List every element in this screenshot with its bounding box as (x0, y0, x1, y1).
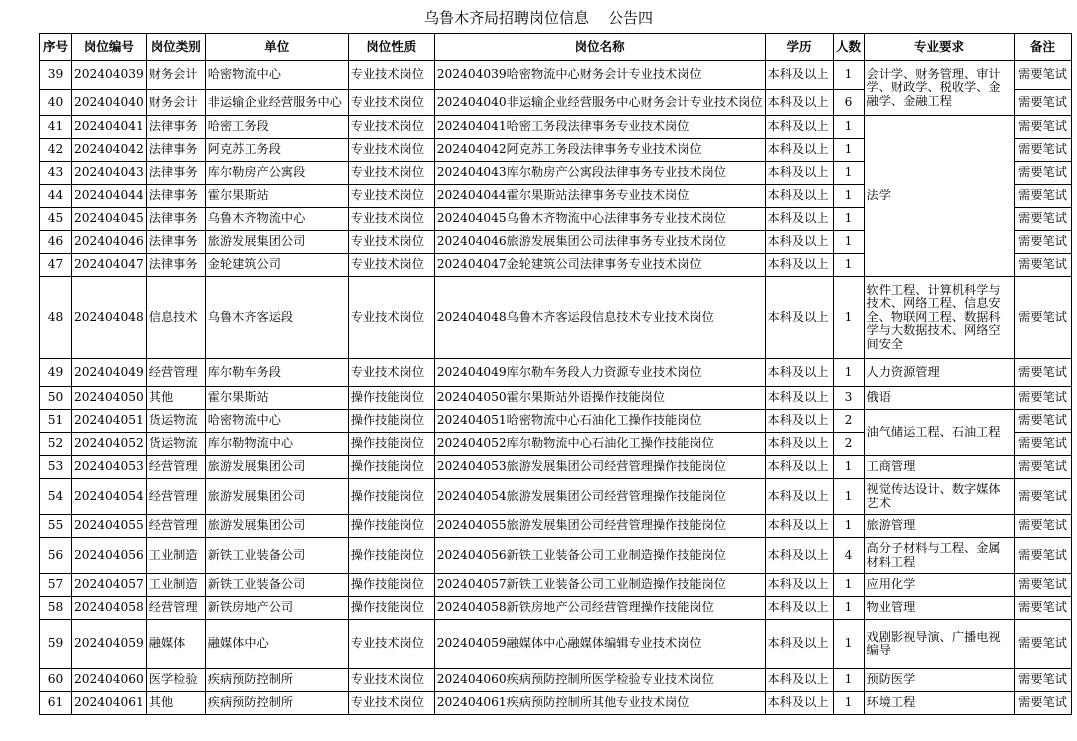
cell-major: 油气储运工程、石油工程 (864, 410, 1014, 456)
cell-unit: 融媒体中心 (205, 620, 348, 669)
cell-unit: 霍尔果斯站 (205, 387, 348, 410)
header-major: 专业要求 (864, 34, 1014, 61)
cell-position-name: 202404040非运输企业经营服务中心财务会计专业技术岗位 (434, 90, 765, 116)
cell-nature: 专业技术岗位 (348, 231, 434, 254)
cell-note: 需要笔试 (1014, 410, 1071, 433)
cell-no: 44 (40, 185, 72, 208)
cell-education: 本科及以上 (765, 61, 833, 90)
cell-no: 39 (40, 61, 72, 90)
cell-count: 1 (833, 359, 864, 387)
cell-category: 财务会计 (146, 61, 205, 90)
cell-unit: 金轮建筑公司 (205, 254, 348, 277)
cell-position-name: 202404056新铁工业装备公司工业制造操作技能岗位 (434, 538, 765, 574)
cell-no: 45 (40, 208, 72, 231)
cell-unit: 疾病预防控制所 (205, 692, 348, 715)
cell-education: 本科及以上 (765, 574, 833, 597)
cell-count: 1 (833, 61, 864, 90)
cell-note: 需要笔试 (1014, 277, 1071, 359)
cell-no: 47 (40, 254, 72, 277)
cell-major: 视觉传达设计、数字媒体艺术 (864, 479, 1014, 515)
cell-category: 法律事务 (146, 162, 205, 185)
cell-unit: 旅游发展集团公司 (205, 456, 348, 479)
cell-count: 1 (833, 515, 864, 538)
cell-education: 本科及以上 (765, 620, 833, 669)
cell-note: 需要笔试 (1014, 116, 1071, 139)
cell-no: 41 (40, 116, 72, 139)
cell-count: 1 (833, 116, 864, 139)
cell-no: 54 (40, 479, 72, 515)
cell-education: 本科及以上 (765, 597, 833, 620)
cell-unit: 库尔勒房产公寓段 (205, 162, 348, 185)
header-note: 备注 (1014, 34, 1071, 61)
header-nature: 岗位性质 (348, 34, 434, 61)
cell-no: 52 (40, 433, 72, 456)
cell-no: 61 (40, 692, 72, 715)
cell-position-name: 202404054旅游发展集团公司经营管理操作技能岗位 (434, 479, 765, 515)
header-education: 学历 (765, 34, 833, 61)
cell-unit: 旅游发展集团公司 (205, 479, 348, 515)
cell-count: 2 (833, 433, 864, 456)
cell-count: 3 (833, 387, 864, 410)
header-category: 岗位类别 (146, 34, 205, 61)
cell-education: 本科及以上 (765, 162, 833, 185)
cell-position-name: 202404046旅游发展集团公司法律事务专业技术岗位 (434, 231, 765, 254)
cell-code: 202404045 (72, 208, 147, 231)
cell-nature: 专业技术岗位 (348, 620, 434, 669)
cell-major: 法学 (864, 116, 1014, 277)
cell-count: 1 (833, 185, 864, 208)
cell-note: 需要笔试 (1014, 61, 1071, 90)
cell-nature: 专业技术岗位 (348, 277, 434, 359)
cell-no: 51 (40, 410, 72, 433)
cell-count: 1 (833, 597, 864, 620)
cell-category: 经营管理 (146, 597, 205, 620)
cell-category: 货运物流 (146, 410, 205, 433)
cell-education: 本科及以上 (765, 387, 833, 410)
cell-position-name: 202404049库尔勒车务段人力资源专业技术岗位 (434, 359, 765, 387)
cell-education: 本科及以上 (765, 185, 833, 208)
cell-nature: 专业技术岗位 (348, 61, 434, 90)
cell-nature: 专业技术岗位 (348, 162, 434, 185)
table-row (40, 669, 1072, 692)
cell-note: 需要笔试 (1014, 669, 1071, 692)
cell-code: 202404060 (72, 669, 147, 692)
cell-code: 202404051 (72, 410, 147, 433)
cell-no: 53 (40, 456, 72, 479)
cell-code: 202404058 (72, 597, 147, 620)
cell-count: 1 (833, 231, 864, 254)
cell-category: 医学检验 (146, 669, 205, 692)
cell-count: 1 (833, 162, 864, 185)
cell-position-name: 202404061疾病预防控制所其他专业技术岗位 (434, 692, 765, 715)
cell-major: 应用化学 (864, 574, 1014, 597)
cell-code: 202404054 (72, 479, 147, 515)
cell-education: 本科及以上 (765, 208, 833, 231)
cell-position-name: 202404059融媒体中心融媒体编辑专业技术岗位 (434, 620, 765, 669)
cell-category: 工业制造 (146, 538, 205, 574)
cell-nature: 专业技术岗位 (348, 116, 434, 139)
cell-nature: 专业技术岗位 (348, 139, 434, 162)
table-row (40, 620, 1072, 669)
cell-nature: 专业技术岗位 (348, 90, 434, 116)
cell-position-name: 202404041哈密工务段法律事务专业技术岗位 (434, 116, 765, 139)
table-row (40, 515, 1072, 538)
cell-note: 需要笔试 (1014, 620, 1071, 669)
cell-unit: 旅游发展集团公司 (205, 231, 348, 254)
cell-code: 202404059 (72, 620, 147, 669)
cell-code: 202404049 (72, 359, 147, 387)
cell-position-name: 202404053旅游发展集团公司经营管理操作技能岗位 (434, 456, 765, 479)
cell-count: 1 (833, 139, 864, 162)
cell-code: 202404050 (72, 387, 147, 410)
header-row (40, 34, 1072, 61)
cell-nature: 操作技能岗位 (348, 538, 434, 574)
table-row (40, 456, 1072, 479)
cell-count: 6 (833, 90, 864, 116)
cell-nature: 专业技术岗位 (348, 208, 434, 231)
cell-no: 58 (40, 597, 72, 620)
cell-no: 55 (40, 515, 72, 538)
cell-code: 202404041 (72, 116, 147, 139)
cell-category: 法律事务 (146, 185, 205, 208)
cell-position-name: 202404044霍尔果斯站法律事务专业技术岗位 (434, 185, 765, 208)
cell-category: 其他 (146, 387, 205, 410)
cell-category: 货运物流 (146, 433, 205, 456)
cell-count: 1 (833, 277, 864, 359)
cell-category: 法律事务 (146, 139, 205, 162)
cell-position-name: 202404060疾病预防控制所医学检验专业技术岗位 (434, 669, 765, 692)
cell-major: 物业管理 (864, 597, 1014, 620)
cell-position-name: 202404051哈密物流中心石油化工操作技能岗位 (434, 410, 765, 433)
cell-no: 59 (40, 620, 72, 669)
cell-nature: 操作技能岗位 (348, 515, 434, 538)
cell-count: 1 (833, 669, 864, 692)
cell-category: 信息技术 (146, 277, 205, 359)
cell-nature: 专业技术岗位 (348, 185, 434, 208)
cell-major: 俄语 (864, 387, 1014, 410)
cell-unit: 乌鲁木齐客运段 (205, 277, 348, 359)
cell-unit: 新铁工业装备公司 (205, 538, 348, 574)
cell-no: 50 (40, 387, 72, 410)
cell-nature: 专业技术岗位 (348, 359, 434, 387)
cell-unit: 新铁工业装备公司 (205, 574, 348, 597)
cell-position-name: 202404058新铁房地产公司经营管理操作技能岗位 (434, 597, 765, 620)
cell-count: 1 (833, 208, 864, 231)
cell-major: 预防医学 (864, 669, 1014, 692)
cell-category: 法律事务 (146, 208, 205, 231)
cell-category: 法律事务 (146, 116, 205, 139)
table-row (40, 597, 1072, 620)
cell-category: 经营管理 (146, 359, 205, 387)
cell-no: 48 (40, 277, 72, 359)
cell-position-name: 202404047金轮建筑公司法律事务专业技术岗位 (434, 254, 765, 277)
table-row (40, 387, 1072, 410)
cell-unit: 乌鲁木齐物流中心 (205, 208, 348, 231)
cell-education: 本科及以上 (765, 231, 833, 254)
table-row (40, 277, 1072, 359)
cell-code: 202404044 (72, 185, 147, 208)
cell-category: 经营管理 (146, 479, 205, 515)
cell-count: 2 (833, 410, 864, 433)
cell-count: 1 (833, 479, 864, 515)
cell-category: 法律事务 (146, 254, 205, 277)
cell-nature: 操作技能岗位 (348, 574, 434, 597)
cell-nature: 操作技能岗位 (348, 597, 434, 620)
cell-position-name: 202404043库尔勒房产公寓段法律事务专业技术岗位 (434, 162, 765, 185)
cell-nature: 专业技术岗位 (348, 254, 434, 277)
cell-category: 经营管理 (146, 515, 205, 538)
cell-unit: 库尔勒车务段 (205, 359, 348, 387)
cell-note: 需要笔试 (1014, 359, 1071, 387)
cell-education: 本科及以上 (765, 456, 833, 479)
cell-nature: 专业技术岗位 (348, 669, 434, 692)
cell-code: 202404061 (72, 692, 147, 715)
cell-unit: 库尔勒物流中心 (205, 433, 348, 456)
cell-education: 本科及以上 (765, 669, 833, 692)
cell-code: 202404039 (72, 61, 147, 90)
cell-education: 本科及以上 (765, 254, 833, 277)
cell-nature: 操作技能岗位 (348, 410, 434, 433)
cell-education: 本科及以上 (765, 90, 833, 116)
cell-major: 软件工程、计算机科学与技术、网络工程、信息安全、物联网工程、数据科学与大数据技术、网络空间安全 (864, 277, 1014, 359)
cell-no: 46 (40, 231, 72, 254)
header-no: 序号 (40, 34, 72, 61)
cell-count: 1 (833, 254, 864, 277)
cell-major: 环境工程 (864, 692, 1014, 715)
table-row (40, 692, 1072, 715)
cell-code: 202404043 (72, 162, 147, 185)
cell-unit: 旅游发展集团公司 (205, 515, 348, 538)
cell-nature: 操作技能岗位 (348, 433, 434, 456)
cell-education: 本科及以上 (765, 116, 833, 139)
cell-education: 本科及以上 (765, 277, 833, 359)
cell-education: 本科及以上 (765, 359, 833, 387)
table-row (40, 538, 1072, 574)
cell-no: 40 (40, 90, 72, 116)
cell-nature: 专业技术岗位 (348, 692, 434, 715)
table-row (40, 61, 1072, 90)
cell-count: 1 (833, 456, 864, 479)
table-row (40, 574, 1072, 597)
cell-position-name: 202404050霍尔果斯站外语操作技能岗位 (434, 387, 765, 410)
cell-education: 本科及以上 (765, 479, 833, 515)
cell-note: 需要笔试 (1014, 387, 1071, 410)
cell-code: 202404040 (72, 90, 147, 116)
header-code: 岗位编号 (72, 34, 147, 61)
cell-education: 本科及以上 (765, 410, 833, 433)
cell-position-name: 202404042阿克苏工务段法律事务专业技术岗位 (434, 139, 765, 162)
cell-major: 旅游管理 (864, 515, 1014, 538)
cell-count: 1 (833, 692, 864, 715)
table-row (40, 410, 1072, 433)
cell-note: 需要笔试 (1014, 139, 1071, 162)
cell-note: 需要笔试 (1014, 185, 1071, 208)
cell-note: 需要笔试 (1014, 538, 1071, 574)
cell-nature: 操作技能岗位 (348, 456, 434, 479)
cell-code: 202404056 (72, 538, 147, 574)
header-unit: 单位 (205, 34, 348, 61)
cell-note: 需要笔试 (1014, 515, 1071, 538)
cell-unit: 新铁房地产公司 (205, 597, 348, 620)
cell-code: 202404052 (72, 433, 147, 456)
cell-note: 需要笔试 (1014, 433, 1071, 456)
cell-category: 财务会计 (146, 90, 205, 116)
header-position-name: 岗位名称 (434, 34, 765, 61)
cell-code: 202404053 (72, 456, 147, 479)
cell-position-name: 202404052库尔勒物流中心石油化工操作技能岗位 (434, 433, 765, 456)
cell-no: 42 (40, 139, 72, 162)
cell-note: 需要笔试 (1014, 574, 1071, 597)
cell-note: 需要笔试 (1014, 692, 1071, 715)
cell-position-name: 202404045乌鲁木齐物流中心法律事务专业技术岗位 (434, 208, 765, 231)
cell-code: 202404055 (72, 515, 147, 538)
cell-note: 需要笔试 (1014, 597, 1071, 620)
cell-unit: 哈密工务段 (205, 116, 348, 139)
header-count: 人数 (833, 34, 864, 61)
cell-note: 需要笔试 (1014, 479, 1071, 515)
cell-no: 60 (40, 669, 72, 692)
cell-category: 经营管理 (146, 456, 205, 479)
cell-category: 法律事务 (146, 231, 205, 254)
cell-note: 需要笔试 (1014, 456, 1071, 479)
cell-no: 56 (40, 538, 72, 574)
cell-nature: 操作技能岗位 (348, 479, 434, 515)
cell-position-name: 202404048乌鲁木齐客运段信息技术专业技术岗位 (434, 277, 765, 359)
cell-position-name: 202404057新铁工业装备公司工业制造操作技能岗位 (434, 574, 765, 597)
cell-code: 202404042 (72, 139, 147, 162)
cell-count: 4 (833, 538, 864, 574)
cell-unit: 霍尔果斯站 (205, 185, 348, 208)
cell-note: 需要笔试 (1014, 208, 1071, 231)
cell-major: 戏剧影视导演、广播电视编导 (864, 620, 1014, 669)
cell-note: 需要笔试 (1014, 90, 1071, 116)
cell-note: 需要笔试 (1014, 162, 1071, 185)
cell-unit: 哈密物流中心 (205, 410, 348, 433)
cell-code: 202404047 (72, 254, 147, 277)
cell-education: 本科及以上 (765, 692, 833, 715)
cell-unit: 非运输企业经营服务中心 (205, 90, 348, 116)
cell-count: 1 (833, 574, 864, 597)
cell-unit: 疾病预防控制所 (205, 669, 348, 692)
cell-unit: 阿克苏工务段 (205, 139, 348, 162)
cell-education: 本科及以上 (765, 515, 833, 538)
cell-education: 本科及以上 (765, 433, 833, 456)
table-row (40, 479, 1072, 515)
cell-note: 需要笔试 (1014, 231, 1071, 254)
cell-category: 工业制造 (146, 574, 205, 597)
page-title: 乌鲁木齐局招聘岗位信息 公告四 (423, 9, 654, 27)
table-row (40, 359, 1072, 387)
cell-no: 57 (40, 574, 72, 597)
cell-no: 43 (40, 162, 72, 185)
cell-major: 工商管理 (864, 456, 1014, 479)
cell-education: 本科及以上 (765, 139, 833, 162)
cell-code: 202404057 (72, 574, 147, 597)
table-row (40, 116, 1072, 139)
positions-table (39, 33, 1072, 715)
cell-code: 202404048 (72, 277, 147, 359)
cell-major: 人力资源管理 (864, 359, 1014, 387)
cell-position-name: 202404039哈密物流中心财务会计专业技术岗位 (434, 61, 765, 90)
cell-unit: 哈密物流中心 (205, 61, 348, 90)
cell-position-name: 202404055旅游发展集团公司经营管理操作技能岗位 (434, 515, 765, 538)
cell-count: 1 (833, 620, 864, 669)
cell-major: 会计学、财务管理、审计学、财政学、税收学、金融学、金融工程 (864, 61, 1014, 116)
cell-note: 需要笔试 (1014, 254, 1071, 277)
cell-education: 本科及以上 (765, 538, 833, 574)
cell-major: 高分子材料与工程、金属材料工程 (864, 538, 1014, 574)
cell-category: 融媒体 (146, 620, 205, 669)
cell-category: 其他 (146, 692, 205, 715)
cell-nature: 操作技能岗位 (348, 387, 434, 410)
cell-no: 49 (40, 359, 72, 387)
cell-code: 202404046 (72, 231, 147, 254)
